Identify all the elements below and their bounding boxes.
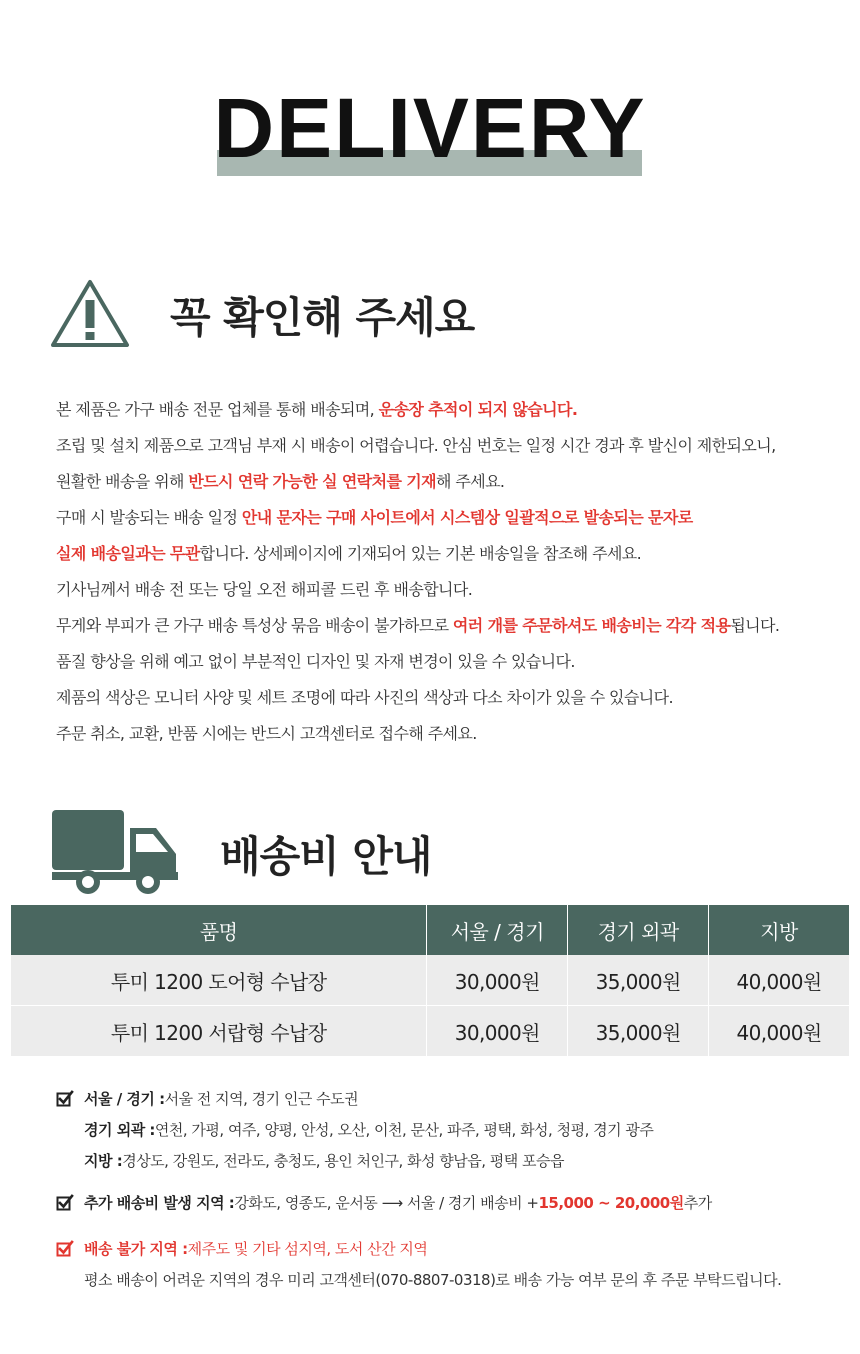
shipping-header xyxy=(52,808,431,900)
notice-text: 구매 시 발송되는 배송 일정 xyxy=(56,508,242,527)
notice-line xyxy=(56,428,846,464)
column-header-local: 지방 xyxy=(709,905,849,955)
checkbox-icon xyxy=(56,1240,74,1258)
notice-highlight: 운송장 추적이 되지 않습니다. xyxy=(378,400,578,419)
extra-fee-suffix: 추가 xyxy=(683,1194,712,1212)
warning-icon xyxy=(50,278,130,352)
notice-highlight: 안내 문자는 구매 사이트에서 시스템상 일괄적으로 발송되는 문자로 xyxy=(241,508,693,527)
table-header-row xyxy=(11,905,849,955)
extra-fee-row xyxy=(56,1187,712,1218)
region-seoul-text: 서울 전 지역, 경기 인근 수도권 xyxy=(164,1090,359,1108)
notice-list xyxy=(56,392,846,752)
unavailable-info xyxy=(56,1233,781,1295)
region-local-label: 지방 : xyxy=(84,1152,123,1170)
checkbox-icon xyxy=(56,1194,74,1212)
cell-product: 투미 1200 도어형 수납장 xyxy=(11,955,427,1006)
page-title: DELIVERY xyxy=(213,81,647,175)
notice-highlight: 여러 개를 주문하셔도 배송비는 각각 적용 xyxy=(452,616,731,635)
cell-price: 40,000원 xyxy=(709,1006,849,1057)
cell-price: 35,000원 xyxy=(568,1006,709,1057)
notice-line xyxy=(56,716,846,752)
cell-price: 35,000원 xyxy=(568,955,709,1006)
title-block xyxy=(0,78,860,188)
column-header-outer: 경기 외곽 xyxy=(568,905,709,955)
unavailable-note: 평소 배송이 어려운 지역의 경우 미리 고객센터(070-8807-0318)로 배송 가능 여부 문의 후 주문 부탁드립니다. xyxy=(84,1271,782,1289)
unavailable-label: 배송 불가 지역 : xyxy=(84,1240,188,1258)
notice-text: 기사님께서 배송 전 또는 당일 오전 해피콜 드린 후 배송합니다. xyxy=(56,580,473,599)
checkbox-icon xyxy=(56,1090,74,1108)
notice-text: 됩니다. xyxy=(730,616,780,635)
notice-text: 해 주세요. xyxy=(436,472,505,491)
region-local xyxy=(56,1145,653,1176)
region-info xyxy=(56,1083,653,1176)
notice-text: 제품의 색상은 모니터 사양 및 세트 조명에 따라 사진의 색상과 다소 차이가 있을 수 있습니다. xyxy=(56,688,673,707)
region-seoul xyxy=(56,1083,653,1114)
notice-line xyxy=(56,680,846,716)
region-outer xyxy=(56,1114,653,1145)
unavailable-row xyxy=(56,1233,781,1264)
region-outer-text: 연천, 가평, 여주, 양평, 안성, 오산, 이천, 문산, 파주, 평택, 화성, 청평, 경기 광주 xyxy=(154,1121,654,1139)
notice-highlight: 반드시 연락 가능한 실 연락처를 기재 xyxy=(188,472,437,491)
notice-line xyxy=(56,608,846,644)
notice-header xyxy=(50,278,474,352)
shipping-heading: 배송비 안내 xyxy=(220,832,432,881)
extra-fee-label: 추가 배송비 발생 지역 : xyxy=(84,1194,235,1212)
notice-text: 원활한 배송을 위해 xyxy=(56,472,189,491)
notice-line xyxy=(56,392,846,428)
unavailable-text: 제주도 및 기타 섬지역, 도서 산간 지역 xyxy=(187,1240,428,1258)
extra-fee-text: 강화도, 영종도, 운서동 ⟶ 서울 / 경기 배송비 + xyxy=(234,1194,539,1212)
notice-line xyxy=(56,500,846,536)
notice-line xyxy=(56,536,846,572)
notice-text: 합니다. 상세페이지에 기재되어 있는 기본 배송일을 참조해 주세요. xyxy=(199,544,642,563)
notice-text: 조립 및 설치 제품으로 고객님 부재 시 배송이 어렵습니다. 안심 번호는 일정 시간 경과 후 발신이 제한되오니, xyxy=(56,436,776,455)
notice-text: 본 제품은 가구 배송 전문 업체를 통해 배송되며, xyxy=(56,400,379,419)
table-row xyxy=(11,955,849,1006)
notice-line xyxy=(56,644,846,680)
region-local-text: 경상도, 강원도, 전라도, 충청도, 용인 처인구, 화성 향남읍, 평택 포승읍 xyxy=(122,1152,564,1170)
notice-text: 품질 향상을 위해 예고 없이 부분적인 디자인 및 자재 변경이 있을 수 있습니다. xyxy=(56,652,575,671)
notice-highlight: 실제 배송일과는 무관 xyxy=(56,544,200,563)
notice-line xyxy=(56,572,846,608)
cell-price: 30,000원 xyxy=(427,955,568,1006)
notice-line xyxy=(56,464,846,500)
truck-icon xyxy=(52,808,178,900)
extra-fee-info xyxy=(56,1187,712,1218)
table-row xyxy=(11,1006,849,1057)
extra-fee-amount: 15,000 ~ 20,000원 xyxy=(538,1194,684,1212)
region-outer-label: 경기 외곽 : xyxy=(84,1121,155,1139)
column-header-seoul: 서울 / 경기 xyxy=(427,905,568,955)
notice-heading: 꼭 확인해 주세요 xyxy=(170,293,475,342)
cell-product: 투미 1200 서랍형 수납장 xyxy=(11,1006,427,1057)
cell-price: 40,000원 xyxy=(709,955,849,1006)
cell-price: 30,000원 xyxy=(427,1006,568,1057)
notice-text: 무게와 부피가 큰 가구 배송 특성상 묶음 배송이 불가하므로 xyxy=(56,616,453,635)
shipping-fee-table xyxy=(11,905,849,1056)
notice-text: 주문 취소, 교환, 반품 시에는 반드시 고객센터로 접수해 주세요. xyxy=(56,724,477,743)
column-header-product: 품명 xyxy=(11,905,427,955)
region-seoul-label: 서울 / 경기 : xyxy=(84,1090,165,1108)
